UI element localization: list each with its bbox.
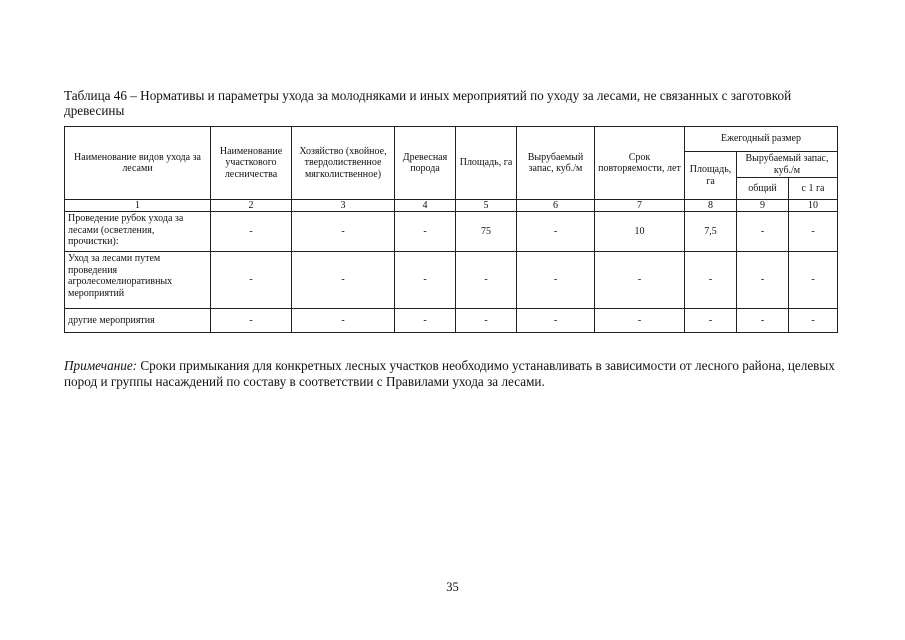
table-cell: -: [456, 309, 517, 333]
header-period: Срок повторяемости, лет: [595, 127, 685, 200]
column-number: 8: [685, 200, 737, 212]
table-cell: -: [292, 309, 395, 333]
row-name: Проведение рубок ухода за лесами (осветления, прочистки):: [65, 212, 211, 252]
table-cell: 10: [595, 212, 685, 252]
note-label: Примечание:: [64, 358, 138, 373]
table-cell: -: [685, 252, 737, 309]
header-annual-size: Ежегодный размер: [685, 127, 838, 152]
table-cell: -: [395, 252, 456, 309]
column-number: 9: [737, 200, 789, 212]
table-cell: -: [737, 212, 789, 252]
header-forestry: Наименование участкового лесничества: [211, 127, 292, 200]
table-row: [65, 212, 838, 252]
table-cell: -: [517, 252, 595, 309]
table-cell: -: [395, 309, 456, 333]
header-annual-volume: Вырубаемый запас, куб./м: [737, 152, 838, 178]
forest-care-table: [64, 126, 838, 333]
column-number: 10: [789, 200, 838, 212]
table-cell: -: [789, 309, 838, 333]
table-cell: -: [517, 212, 595, 252]
table-cell: 75: [456, 212, 517, 252]
table-caption: Таблица 46 – Нормативы и параметры ухода за молодняками и иных мероприятий по уходу за лесами, не связанных с заготовкой древесины: [64, 88, 792, 118]
column-number: 2: [211, 200, 292, 212]
column-number: 7: [595, 200, 685, 212]
table-cell: -: [789, 252, 838, 309]
column-numbers-row: [65, 200, 838, 212]
table-row: [65, 309, 838, 333]
header-volume: Вырубаемый запас, куб./м: [517, 127, 595, 200]
row-name: Уход за лесами путем проведения агролесомелиоративных мероприятий: [65, 252, 211, 309]
table-cell: -: [595, 252, 685, 309]
column-number: 6: [517, 200, 595, 212]
table-row: [65, 252, 838, 309]
header-care-type: Наименование видов ухода за лесами: [65, 127, 211, 200]
page-number: 35: [446, 580, 459, 594]
note-text: Сроки примыкания для конкретных лесных участков необходимо устанавливать в зависимости от лесного района, целевых пород и группы насаждений по составу в соответствии с Правилами ухода за лесами.: [64, 358, 835, 389]
column-number: 3: [292, 200, 395, 212]
table-cell: -: [737, 252, 789, 309]
table-cell: -: [595, 309, 685, 333]
table-cell: -: [292, 252, 395, 309]
table-cell: -: [456, 252, 517, 309]
table-cell: 7,5: [685, 212, 737, 252]
table-cell: -: [685, 309, 737, 333]
header-area: Площадь, га: [456, 127, 517, 200]
header-volume-total: общий: [737, 178, 789, 200]
header-annual-area: Площадь, га: [685, 152, 737, 200]
column-number: 4: [395, 200, 456, 212]
note-paragraph: [64, 358, 854, 390]
row-name: другие мероприятия: [65, 309, 211, 333]
column-number: 1: [65, 200, 211, 212]
header-volume-per-ha: с 1 га: [789, 178, 838, 200]
table-cell: -: [517, 309, 595, 333]
header-species: Древесная порода: [395, 127, 456, 200]
table-cell: -: [395, 212, 456, 252]
table-cell: -: [292, 212, 395, 252]
table-cell: -: [737, 309, 789, 333]
header-economy: Хозяйство (хвойное, твердолиственное мягколиственное): [292, 127, 395, 200]
table-cell: -: [211, 252, 292, 309]
table-cell: -: [211, 309, 292, 333]
table-cell: -: [789, 212, 838, 252]
table-cell: -: [211, 212, 292, 252]
column-number: 5: [456, 200, 517, 212]
